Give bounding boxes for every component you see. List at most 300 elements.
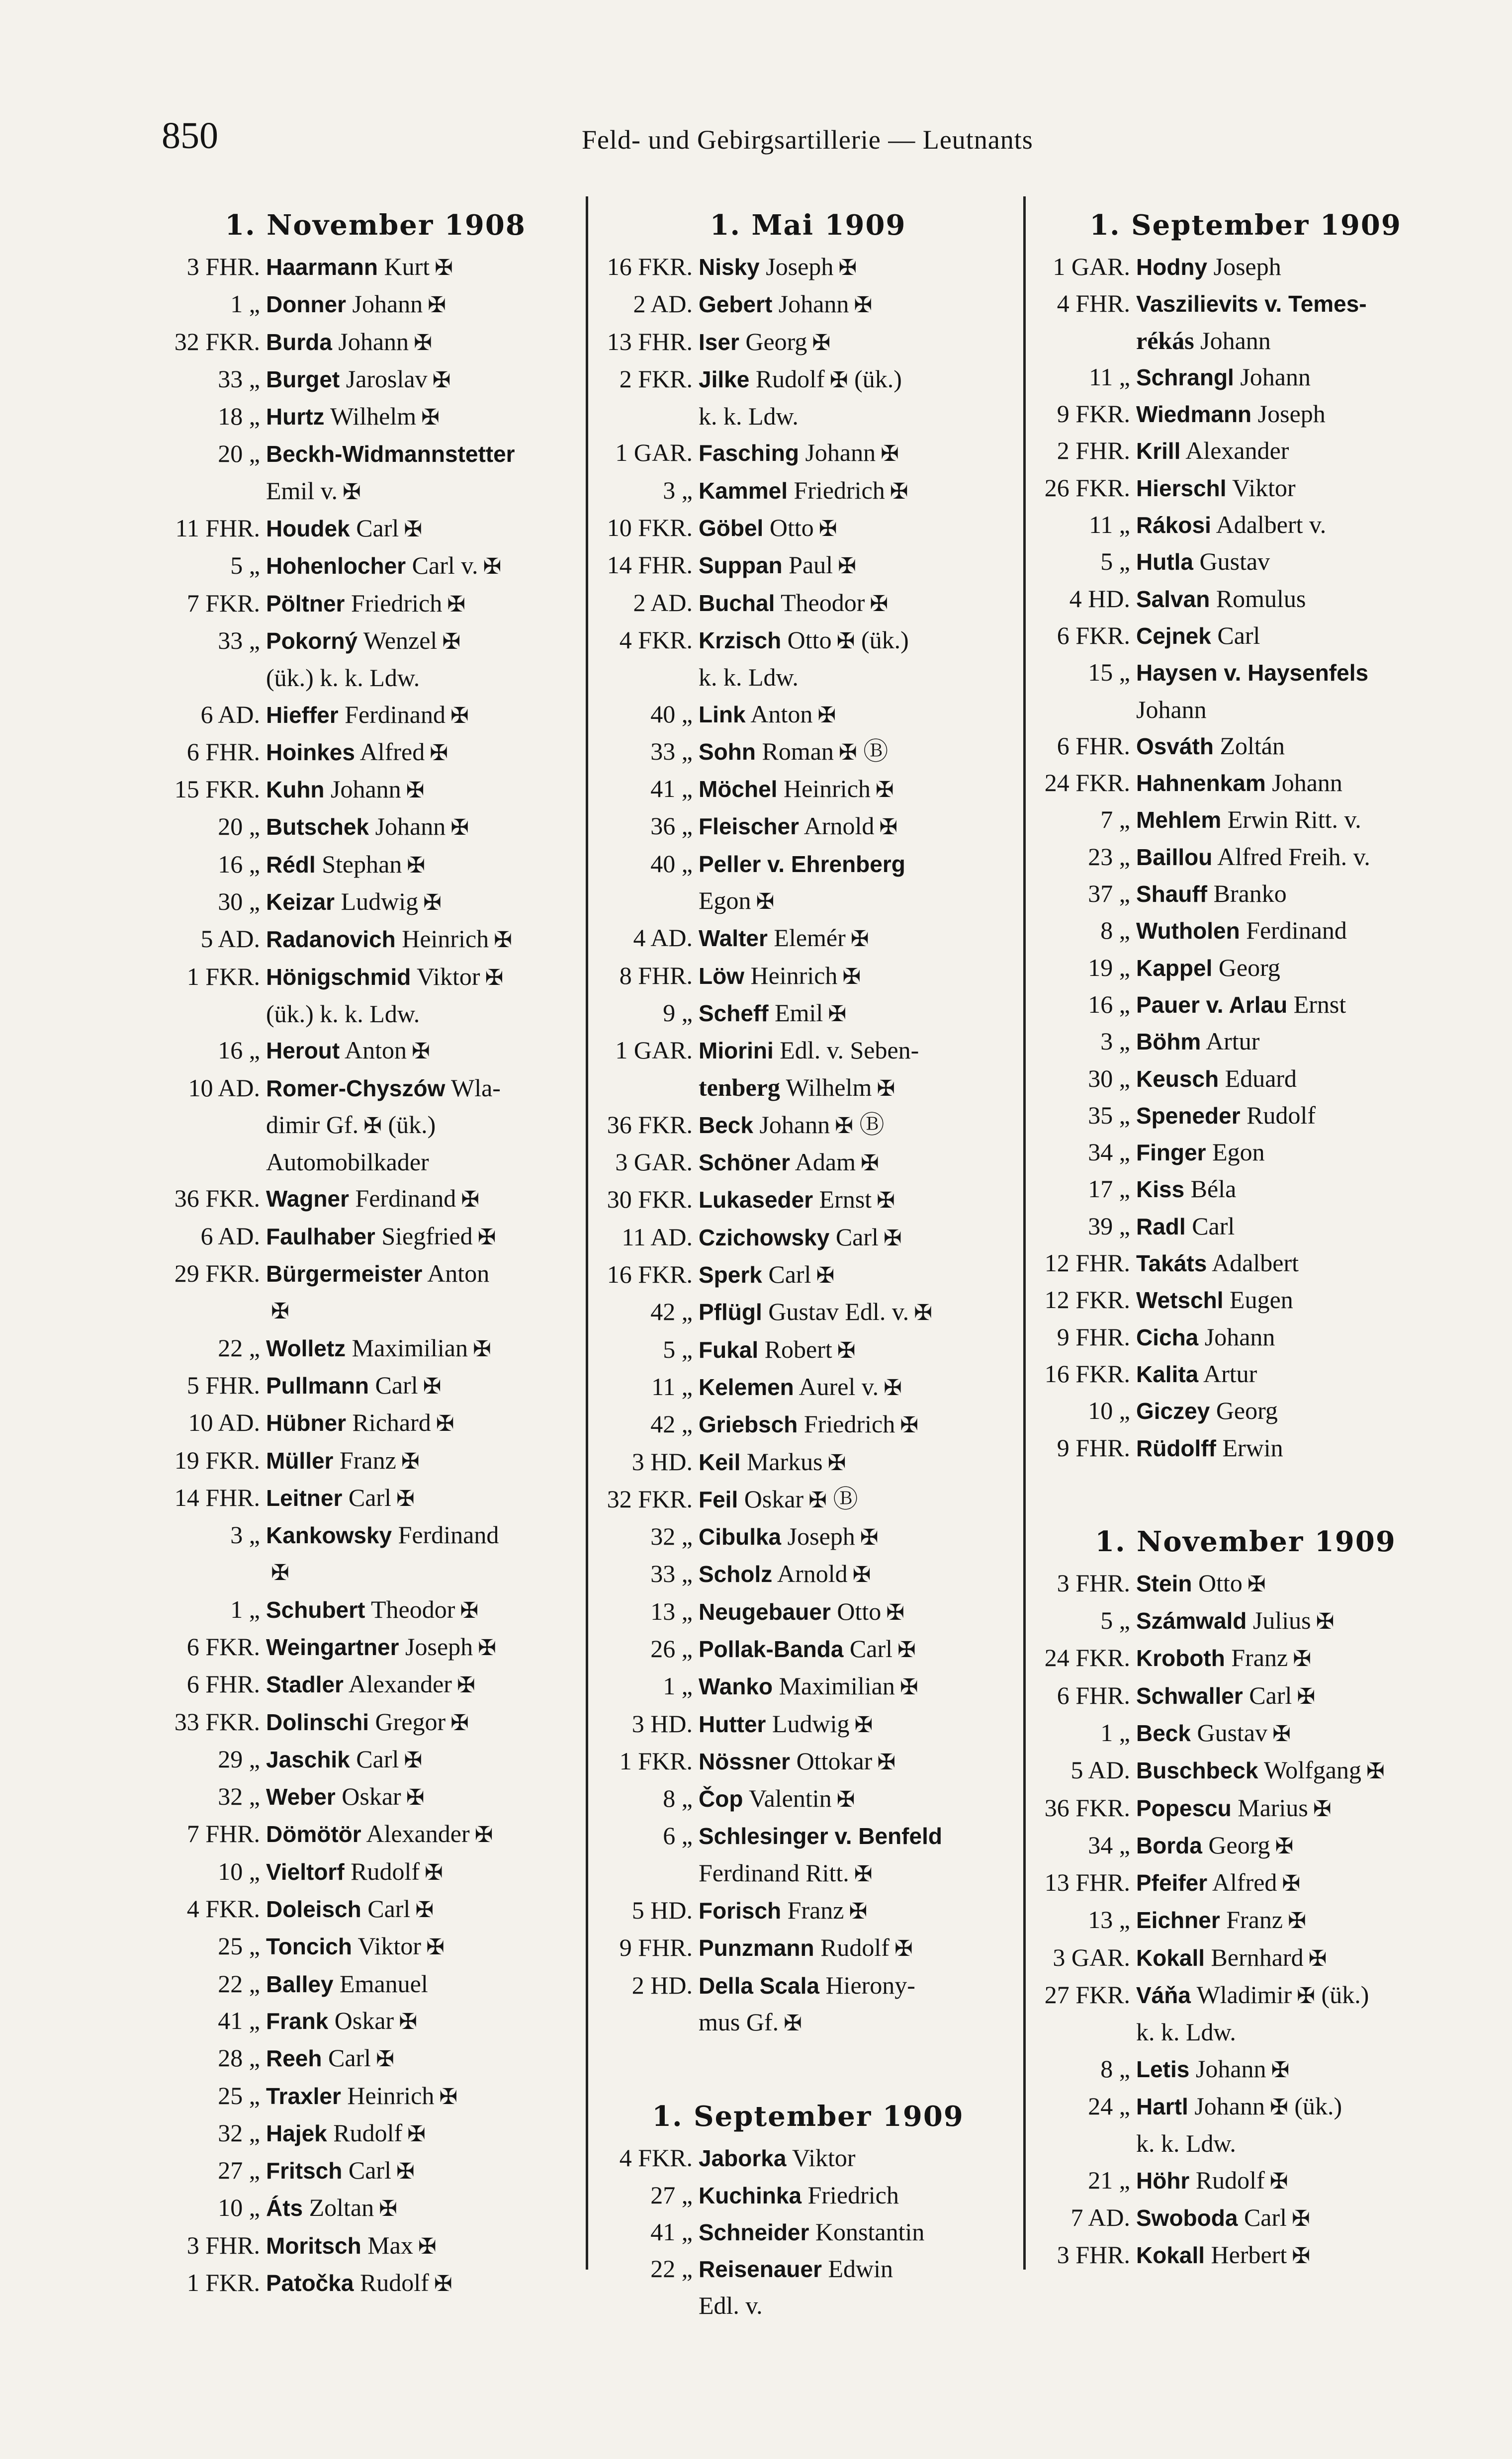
officer-name	[1136, 1565, 1462, 1602]
list-item	[597, 435, 1019, 472]
list-item	[164, 1032, 587, 1069]
list-item	[597, 547, 1019, 584]
list-item	[1029, 1677, 1462, 1715]
surname: Lukaseder	[699, 1187, 813, 1213]
given-name: Marius	[1238, 1793, 1308, 1822]
officer-name	[699, 1743, 1019, 1780]
surname: Patočka	[266, 2270, 354, 2296]
given-name: Valentin	[749, 1784, 832, 1813]
surname-cont: tenberg	[699, 1073, 780, 1101]
surname: Pollak-Banda	[699, 1636, 844, 1662]
cross-icon: ✠	[886, 1599, 905, 1625]
given-name: Joseph	[405, 1632, 473, 1661]
continuation-text: Ferdinand Ritt.	[699, 1858, 849, 1887]
cross-icon: ✠	[456, 1672, 475, 1698]
surname: Romer-Chyszów	[266, 1075, 445, 1101]
surname: Schlesinger v. Benfeld	[699, 1823, 942, 1849]
unit-rank: 3 FHR.	[186, 253, 260, 280]
given-name: Viktor	[792, 2144, 856, 2172]
given-name: Oskar	[342, 1782, 401, 1811]
cross-icon: ✠	[838, 553, 856, 579]
continuation-line	[164, 660, 587, 696]
surname: Kappel	[1136, 955, 1213, 981]
officer-name	[266, 1741, 587, 1778]
cross-icon: ✠	[430, 740, 448, 766]
officer-name	[699, 1032, 1019, 1069]
officer-name	[1136, 876, 1462, 912]
surname: Kankowsky	[266, 1522, 392, 1549]
list-item	[164, 1816, 587, 1853]
cross-icon: ✠	[428, 292, 446, 318]
list-item	[597, 585, 1019, 622]
given-name: Adam	[795, 1148, 856, 1176]
cross-icon: ✠	[460, 1597, 479, 1623]
note: (ük.)	[1294, 2092, 1342, 2120]
cross-icon: ✠	[472, 1336, 491, 1362]
given-name: Franz	[1231, 1644, 1288, 1672]
unit-rank: 29 FKR.	[174, 1259, 260, 1288]
surname: Hartl	[1136, 2093, 1188, 2119]
surname: Scheff	[699, 1000, 769, 1026]
unit-rank: 4 FHR.	[1057, 289, 1130, 318]
surname: Fritsch	[266, 2158, 343, 2184]
cross-icon: ✠	[478, 1635, 497, 1661]
officer-name	[266, 1517, 587, 1554]
list-item	[1029, 2051, 1462, 2088]
cross-icon: ✠	[860, 1525, 879, 1551]
continuation-line	[597, 882, 1019, 920]
officer-name	[1136, 765, 1462, 801]
unit-rank: 24 FKR.	[1044, 1644, 1130, 1672]
continuation-text: k. k. Ldw.	[699, 402, 799, 431]
list-item	[164, 771, 587, 808]
list-item	[1029, 1245, 1462, 1282]
list-item	[597, 286, 1019, 323]
cross-icon: ✠	[432, 367, 451, 393]
cross-icon: ✠	[483, 554, 502, 580]
cross-icon: ✠	[1269, 2168, 1288, 2194]
surname: Cicha	[1136, 1324, 1199, 1350]
given-name: Rudolf	[1195, 2166, 1265, 2194]
surname: Schubert	[266, 1596, 365, 1623]
surname: Wagner	[266, 1186, 349, 1212]
list-item	[1029, 728, 1462, 765]
officer-name	[699, 547, 1019, 584]
unit-rank: 11 „	[1089, 362, 1130, 391]
surname: Moritsch	[266, 2232, 361, 2259]
given-name: Carl	[835, 1223, 879, 1251]
cross-icon: ✠	[435, 255, 453, 280]
officer-name	[1136, 1939, 1462, 1977]
given-name: Viktor	[1232, 473, 1296, 502]
surname: Hajek	[266, 2120, 327, 2146]
unit-rank: 10 AD.	[188, 1073, 260, 1102]
officer-name	[266, 1928, 587, 1965]
surname: Wanko	[699, 1673, 773, 1700]
given-name: Friedrich	[807, 2181, 899, 2209]
cross-icon: ✠	[1247, 1571, 1266, 1597]
continuation-text: Edl. v.	[699, 2291, 763, 2320]
given-name: Heinrich	[783, 775, 871, 803]
unit-rank: 39 „	[1088, 1212, 1130, 1240]
given-name: Richard	[352, 1408, 431, 1437]
unit-rank: 22 „	[650, 2255, 693, 2283]
list-item	[164, 1442, 587, 1480]
continuation-line	[164, 1554, 587, 1591]
unit-rank: 13 „	[650, 1597, 693, 1625]
officer-name	[699, 1406, 1019, 1443]
unit-rank: 2 FHR.	[1057, 437, 1130, 465]
continuation-line	[1029, 323, 1462, 359]
cross-icon: ✠	[342, 479, 361, 505]
cross-icon: ✠	[477, 1224, 496, 1250]
given-name: Viktor	[357, 1932, 422, 1960]
list-item	[1029, 1319, 1462, 1356]
list-item	[597, 920, 1019, 957]
list-item	[597, 622, 1019, 659]
unit-rank: 5 „	[1100, 547, 1130, 576]
list-item	[164, 846, 587, 883]
surname: Áts	[266, 2195, 303, 2221]
surname: Fukal	[699, 1336, 759, 1363]
surname: Speneder	[1136, 1102, 1241, 1129]
given-name: Johann	[1194, 2092, 1265, 2120]
officer-name	[1136, 2051, 1462, 2088]
list-item	[1029, 1097, 1462, 1134]
given-name: Edl. v. Seben-	[780, 1036, 919, 1064]
unit-rank: 20 „	[218, 439, 260, 468]
unit-rank: 3 HD.	[631, 1447, 693, 1476]
unit-rank: 37 „	[1088, 879, 1130, 908]
cross-icon: ✠	[426, 1934, 445, 1960]
unit-rank: 4 HD.	[1069, 584, 1130, 613]
unit-rank: 4 FKR.	[186, 1895, 260, 1923]
given-name: Elemér	[774, 924, 846, 952]
given-name: Erwin	[1222, 1433, 1283, 1462]
unit-rank: 36 FKR.	[1044, 1793, 1130, 1822]
cross-icon: ✠	[1308, 1945, 1327, 1971]
list-item	[1029, 1282, 1462, 1318]
list-item	[597, 1294, 1019, 1331]
officer-name	[699, 2214, 1019, 2251]
list-item	[1029, 1430, 1462, 1467]
list-item	[1029, 1902, 1462, 1939]
given-name: Franz	[339, 1446, 396, 1474]
officer-name	[266, 846, 587, 883]
list-item	[597, 1181, 1019, 1219]
officer-name	[1136, 986, 1462, 1023]
unit-rank: 1 „	[230, 290, 260, 318]
section-title: 1. September 1909	[1089, 209, 1402, 242]
list-item	[1029, 543, 1462, 580]
cross-icon: ✠	[842, 964, 861, 989]
unit-rank: 30 „	[1088, 1064, 1130, 1092]
list-item	[164, 1255, 587, 1292]
surname: Peller v. Ehrenberg	[699, 851, 905, 877]
given-name: Gustav	[1197, 1718, 1268, 1747]
officer-name	[699, 1107, 1019, 1144]
officer-name	[1136, 1356, 1462, 1393]
unit-rank: 10 „	[1088, 1397, 1130, 1425]
officer-name	[266, 1891, 587, 1928]
officer-name	[699, 1144, 1019, 1181]
note: (ük.)	[388, 1110, 436, 1139]
list-item	[164, 1891, 587, 1928]
surname: Hohenlocher	[266, 553, 406, 579]
given-name: Johann	[1204, 1322, 1275, 1351]
surname: Löw	[699, 963, 744, 989]
given-name: Ernst	[819, 1185, 872, 1214]
cross-icon: ✠	[817, 702, 836, 728]
cross-icon: ✠	[401, 1448, 420, 1474]
given-name: Johann	[1195, 2054, 1266, 2083]
surname: Jaborka	[699, 2145, 787, 2172]
given-name: Wolfgang	[1264, 1756, 1361, 1784]
cross-icon: ✠	[1297, 1683, 1316, 1709]
list-item	[597, 1967, 1019, 2004]
given-name: Heinrich	[347, 2081, 435, 2109]
officer-name	[1136, 2237, 1462, 2274]
section-title: 1. November 1908	[225, 209, 526, 242]
given-name: Carl	[1217, 621, 1260, 649]
unit-rank: 1 „	[663, 1672, 693, 1700]
officer-name	[699, 1444, 1019, 1481]
surname: Gebert	[699, 291, 773, 318]
officer-name	[1136, 1171, 1462, 1208]
officer-name	[699, 2140, 1019, 2177]
officer-name	[699, 1331, 1019, 1369]
surname: Walter	[699, 925, 768, 952]
unit-rank: 22 „	[218, 1333, 260, 1362]
given-name: Georg	[1208, 1831, 1270, 1859]
cross-icon: ✠	[854, 292, 873, 318]
unit-rank: 24 FKR.	[1044, 769, 1130, 797]
unit-rank: 27 „	[218, 2156, 260, 2185]
list-item	[164, 585, 587, 622]
list-item	[597, 1593, 1019, 1631]
surname: Frank	[266, 2008, 329, 2034]
officer-name	[1136, 912, 1462, 949]
officer-name	[699, 2251, 1019, 2287]
given-name: Artur	[1206, 1027, 1260, 1055]
continuation-text: (ük.) k. k. Ldw.	[266, 999, 420, 1028]
surname: Pfeifer	[1136, 1870, 1208, 1896]
given-name: Otto	[837, 1597, 882, 1625]
list-item	[597, 1256, 1019, 1294]
cross-icon: ✠	[379, 2196, 398, 2222]
column-rule-right	[1023, 196, 1026, 2270]
surname: Dömötör	[266, 1821, 361, 1847]
given-name: Emanuel	[340, 1969, 428, 1998]
officer-name	[266, 249, 587, 286]
officer-name	[699, 361, 1019, 398]
officer-name	[266, 622, 587, 660]
list-item	[164, 1405, 587, 1442]
surname: Rédl	[266, 851, 316, 878]
officer-name	[266, 2190, 587, 2227]
unit-rank: 2 AD.	[633, 290, 693, 318]
officer-name	[1136, 1393, 1462, 1429]
surname: Nisky	[699, 254, 760, 280]
surname: Hieffer	[266, 702, 339, 728]
officer-name	[266, 921, 587, 958]
surname: Schöner	[699, 1149, 791, 1176]
officer-name	[699, 1181, 1019, 1219]
unit-rank: 28 „	[218, 2044, 260, 2072]
unit-rank: 23 „	[1088, 842, 1130, 871]
officer-name	[266, 697, 587, 734]
cross-icon: ✠	[415, 1897, 434, 1923]
given-name: Gregor	[375, 1707, 446, 1736]
surname: Beckh-Widmannstetter	[266, 441, 515, 467]
surname: Krill	[1136, 438, 1181, 464]
given-name: Ottokar	[796, 1747, 873, 1775]
officer-name	[699, 1556, 1019, 1593]
surname: Weber	[266, 1784, 336, 1810]
unit-rank: 7 „	[1100, 805, 1130, 834]
officer-name	[1136, 1208, 1462, 1245]
list-item	[597, 361, 1019, 398]
unit-rank: 2 AD.	[633, 588, 693, 616]
officer-name	[1136, 839, 1462, 876]
surname: Burget	[266, 366, 340, 392]
cross-icon: ✠	[854, 1861, 873, 1887]
officer-name	[1136, 1097, 1462, 1134]
officer-name	[699, 1256, 1019, 1294]
list-item	[597, 1032, 1019, 1069]
list-item	[1029, 1715, 1462, 1752]
surname: Wiedmann	[1136, 401, 1252, 428]
continuation-line	[164, 1107, 587, 1144]
unit-rank: 15 „	[1088, 658, 1130, 687]
officer-name	[699, 1631, 1019, 1668]
list-item	[164, 2227, 587, 2265]
unit-rank: 9 FKR.	[1057, 400, 1130, 428]
continuation-line	[597, 2287, 1019, 2324]
surname: Borda	[1136, 1832, 1202, 1858]
unit-rank: 11 „	[651, 1372, 693, 1401]
list-item	[597, 1107, 1019, 1144]
unit-rank: 30 FKR.	[607, 1185, 693, 1214]
unit-rank: 10 „	[218, 2194, 260, 2222]
continuation-line	[597, 1069, 1019, 1107]
cross-icon: ✠	[1292, 2205, 1310, 2231]
surname: Baillou	[1136, 844, 1213, 870]
list-item	[597, 324, 1019, 361]
unit-rank: 13 FHR.	[1044, 1868, 1130, 1897]
officer-name	[699, 771, 1019, 808]
surname: Hodny	[1136, 254, 1208, 280]
surname: Dolinschi	[266, 1709, 369, 1735]
list-item	[597, 995, 1019, 1032]
unit-rank: 1 GAR.	[615, 1036, 693, 1064]
list-item	[597, 1743, 1019, 1780]
unit-rank: 10 „	[218, 1857, 260, 1885]
surname: Müller	[266, 1447, 334, 1474]
unit-rank: 13 FHR.	[607, 327, 693, 355]
cross-icon: ✠	[784, 2010, 802, 2036]
cross-icon: ✠	[828, 1001, 847, 1027]
cross-icon: ✠	[421, 405, 440, 431]
surname: Čop	[699, 1786, 743, 1812]
surname: Kelemen	[699, 1374, 794, 1400]
list-item	[597, 1406, 1019, 1443]
given-name: Ferdinand	[345, 700, 445, 728]
unit-rank: 41 „	[650, 2217, 693, 2246]
continuation-line	[597, 398, 1019, 435]
list-item	[1029, 1393, 1462, 1429]
unit-rank: 1 FKR.	[186, 962, 260, 990]
officer-name	[266, 510, 587, 547]
list-item	[164, 2190, 587, 2227]
unit-rank: 34 „	[1088, 1831, 1130, 1859]
given-name: Maximilian	[352, 1333, 468, 1362]
cross-icon: ✠	[1272, 1721, 1291, 1747]
given-name: Zoltan	[309, 2194, 374, 2222]
unit-rank: 16 FKR.	[607, 1260, 693, 1289]
list-item	[597, 1331, 1019, 1369]
list-item	[164, 1666, 587, 1703]
officer-name	[266, 959, 587, 996]
cross-icon: ✠	[1366, 1758, 1385, 1784]
officer-name	[266, 2227, 587, 2265]
surname: Keil	[699, 1449, 741, 1475]
surname: Kuhn	[266, 777, 325, 803]
officer-name	[266, 1032, 587, 1069]
given-name: Zoltán	[1220, 731, 1285, 760]
unit-rank: 33 „	[650, 1560, 693, 1588]
given-name: Johann	[338, 327, 409, 355]
continuation-line	[164, 473, 587, 510]
cross-icon: ✠	[406, 1785, 425, 1811]
cross-icon: ✠	[818, 516, 837, 542]
officer-name	[266, 1778, 587, 1816]
surname: Váňa	[1136, 1982, 1191, 2009]
officer-name	[266, 436, 587, 472]
given-name: Franz	[787, 1896, 844, 1925]
given-name: Carl	[1249, 1681, 1292, 1709]
note: (ük.)	[861, 625, 909, 654]
list-item	[1029, 1171, 1462, 1208]
cross-icon: ✠	[1316, 1609, 1334, 1635]
cross-icon: ✠	[870, 591, 889, 616]
continuation-text: (ük.) k. k. Ldw.	[266, 664, 420, 692]
list-item	[164, 510, 587, 547]
page-number: 850	[162, 115, 218, 157]
given-name: Egon	[1212, 1138, 1265, 1166]
list-item	[597, 2251, 1019, 2287]
given-name: Georg	[1218, 953, 1280, 981]
list-item	[1029, 249, 1462, 285]
cross-icon: ✠	[877, 1075, 895, 1101]
given-name: Otto	[1198, 1569, 1243, 1597]
officer-name	[699, 958, 1019, 995]
surname: Számwald	[1136, 1608, 1247, 1634]
surname: Faulhaber	[266, 1223, 375, 1249]
unit-rank: 30 „	[218, 887, 260, 916]
surname: Feil	[699, 1486, 738, 1512]
officer-name	[1136, 249, 1462, 285]
surname: Eichner	[1136, 1907, 1220, 1933]
list-item	[164, 2040, 587, 2077]
unit-rank: 3 „	[230, 1521, 260, 1549]
list-item	[1029, 1023, 1462, 1060]
cross-icon: ✠	[404, 517, 423, 542]
cross-icon: ✠	[376, 2046, 394, 2072]
given-name: Bernhard	[1211, 1943, 1304, 1971]
officer-name	[266, 1330, 587, 1367]
unit-rank: 3 „	[663, 476, 693, 504]
